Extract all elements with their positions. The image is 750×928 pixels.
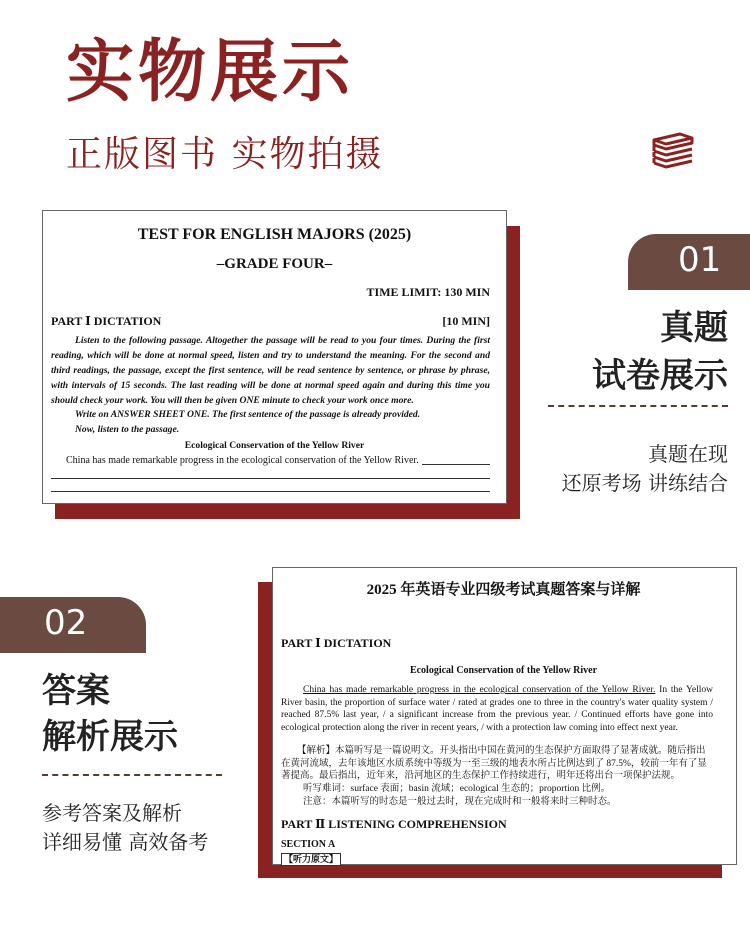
page-title: 实物展示 bbox=[66, 33, 355, 112]
books-stack-icon bbox=[650, 130, 696, 174]
answer-text: In the Yellow River basin, the proportion of surface water / rated at grades one to three in the country's water quality system / reached 87.5% last year, / a significant increase from the previous year. / Continued efforts have gone into ecological protection along the river in recent years, / with a protection law coming into effect next year. bbox=[281, 685, 713, 733]
section-01-desc: 还原考场 讲练结合 bbox=[561, 471, 728, 495]
page-subtitle: 正版图书 实物拍摄 bbox=[66, 134, 384, 175]
section-02-heading: 解析展示 bbox=[42, 717, 178, 757]
test-grade: –GRADE FOUR– bbox=[216, 256, 333, 272]
answer-line bbox=[51, 491, 490, 492]
part-heading: PART Ⅰ DICTATION bbox=[281, 636, 392, 650]
divider bbox=[548, 405, 728, 407]
explanation: 【解析】本篇听写是一篇说明文。开头指出中国在黄河的生态保护方面取得了显著成就。随后指出在黄河流域，去年该地区水质系统中等级为一至三级的地表水所占比例达到了 87.5%，较前一年有了显著提高。最后指出，近年来，沿河地区的生态保护工作持续进行，明年还将出台一项保护法规。 bbox=[281, 746, 707, 781]
section-number: 01 bbox=[678, 240, 722, 280]
section-01-heading: 试卷展示 bbox=[592, 356, 728, 396]
write-on-instruction: Write on ANSWER SHEET ONE. The first sentence of the passage is already provided. bbox=[75, 409, 421, 420]
answer-line bbox=[51, 478, 490, 479]
section-01-heading: 真题 bbox=[660, 308, 728, 348]
transcript-label: 【听力原文】 bbox=[281, 853, 341, 866]
section-02-desc: 详细易懂 高效备考 bbox=[42, 830, 209, 854]
section-01-desc: 真题在现 bbox=[648, 442, 728, 466]
answer-passage bbox=[281, 684, 713, 734]
part-minutes: [10 MIN] bbox=[442, 314, 490, 328]
section-number: 02 bbox=[44, 603, 88, 643]
vocabulary: 听写难词：surface 表面；basin 流域；ecological 生态的；proportion 比例。 bbox=[303, 784, 611, 794]
passage-title: Ecological Conservation of the Yellow River bbox=[409, 665, 598, 676]
section-02-desc: 参考答案及解析 bbox=[42, 801, 182, 825]
divider bbox=[42, 774, 222, 776]
part-heading: PART Ⅱ LISTENING COMPREHENSION bbox=[281, 817, 507, 831]
dictation-instructions: Listen to the following passage. Altogether the passage will be read to you four times. During the first reading, which will be done at normal speed, listen and try to understand the meaning. For the second and third readings, the passage, except the first sentence, will be read sentence by sentence, or phrase by phrase, with intervals of 15 seconds. The last reading will be done at normal speed again and during this time you should check your work. You will then be given ONE minute to check your work once more. bbox=[51, 335, 490, 406]
time-limit: TIME LIMIT: 130 MIN bbox=[366, 285, 490, 299]
passage-title: Ecological Conservation of the Yellow River bbox=[184, 440, 365, 451]
section-02-heading: 答案 bbox=[42, 671, 110, 711]
part-heading: PART Ⅰ DICTATION bbox=[51, 314, 162, 328]
section-01-tab bbox=[628, 234, 750, 290]
first-sentence: China has made remarkable progress in the ecological conservation of the Yellow River. bbox=[66, 455, 419, 466]
tense-note: 注意：本篇听写的时态是一般过去时，现在完成时和一般将来时三种时态。 bbox=[303, 797, 617, 807]
section-heading: SECTION A bbox=[281, 839, 336, 850]
section-02-tab bbox=[0, 597, 146, 653]
answer-blank bbox=[422, 464, 490, 465]
answer-title: 2025 年英语专业四级考试真题答案与详解 bbox=[366, 582, 641, 598]
first-sentence: China has made remarkable progress in the ecological conservation of the Yellow River. bbox=[303, 685, 656, 695]
test-title: TEST FOR ENGLISH MAJORS (2025) bbox=[137, 226, 412, 243]
listen-instruction: Now, listen to the passage. bbox=[75, 424, 180, 435]
